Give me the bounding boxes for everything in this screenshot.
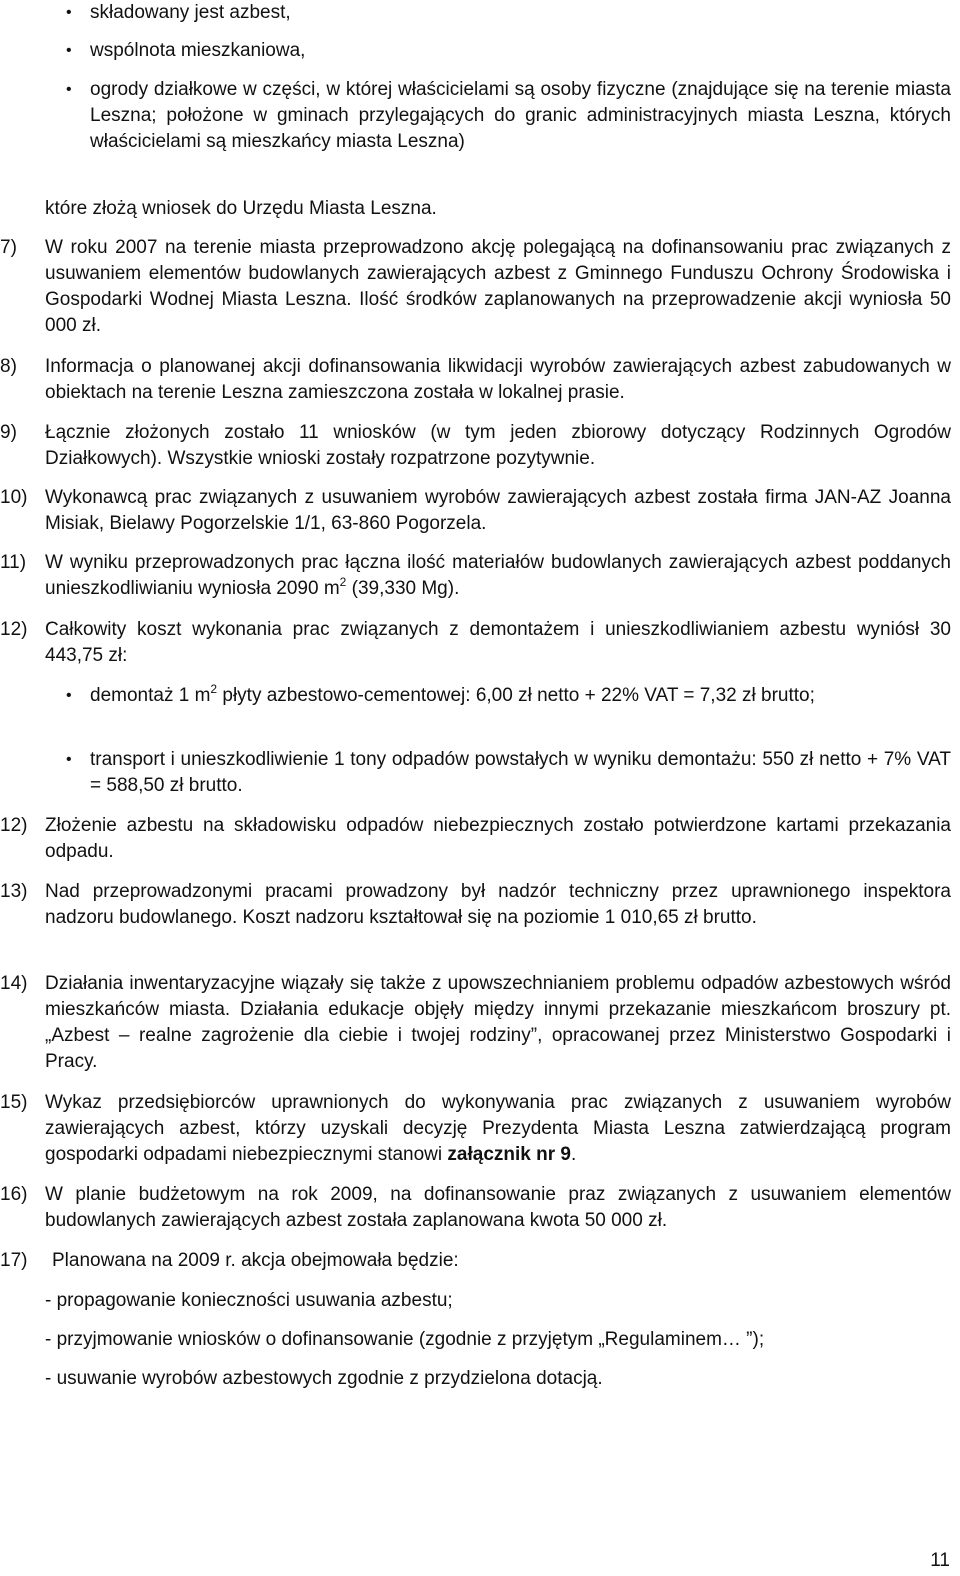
list-item: 12) Całkowity koszt wykonania prac związanych z demontażem i unieszkodliwianiem azbestu wyniósł 30 443,75 zł: [0, 619, 951, 666]
list-item: • ogrody działkowe w części, w której właścicielami są osoby fizyczne (znajdujące się na terenie miasta Leszna; położone w gminach przylegających do granic administracyjnych miasta Leszna, których właścicielami są mieszkańcy miasta Leszna) [0, 77, 960, 155]
cost-bullet: • transport i unieszkodliwienie 1 tony odpadów powstałych w wyniku demontażu: 550 zł netto + 7% VAT = 588,50 zł brutto. [0, 747, 960, 799]
after-bullets-text: które złożą wniosek do Urzędu Miasta Leszna. [45, 198, 437, 219]
list-item: - propagowanie konieczności usuwania azbestu; [45, 1290, 453, 1311]
list-item: • składowany jest azbest, [0, 0, 960, 26]
list-item: - usuwanie wyrobów azbestowych zgodnie z przydzielona dotacją. [45, 1368, 603, 1389]
list-item: - przyjmowanie wniosków o dofinansowanie (zgodnie z przyjętym „Regulaminem… ”); [45, 1329, 765, 1350]
list-item: 14) Działania inwentaryzacyjne wiązały się także z upowszechnianiem problemu odpadów azbestowych wśród mieszkańców miasta. Działania edukacje objęły między innymi przekazanie mieszkańcom broszury pt. „Azbest – realne zagrożenie dla ciebie i twojej rodziny”, opracowanej przez Ministerstwo Gospodarki i Pracy. [0, 973, 951, 1072]
list-item: 9) Łącznie złożonych zostało 11 wniosków (w tym jeden zbiorowy dotyczący Rodzinnych Ogrodów Działkowych). Wszystkie wnioski zostały rozpatrzone pozytywnie. [0, 422, 951, 469]
list-item: 7) W roku 2007 na terenie miasta przeprowadzono akcję polegającą na dofinansowaniu prac związanych z usuwaniem elementów budowlanych zawierających azbest z Gminnego Funduszu Ochrony Środowiska i Gospodarki Wodnej Miasta Leszna. Ilość środków zaplanowanych na przeprowadzenie akcji wyniosła 50 000 zł. [0, 237, 951, 336]
list-item: • wspólnota mieszkaniowa, [0, 38, 960, 64]
page-number: 11 [930, 1550, 950, 1571]
list-item: 11) W wyniku przeprowadzonych prac łączna ilość materiałów budowlanych zawierających azbest poddanych unieszkodliwianiu wyniosła 2090 $m^2$ (39,330 Mg). [0, 552, 951, 599]
cost-bullet: • demontaż 1 $m^2$ płyty azbestowo-cementowej: 6,00 zł netto + 22% VAT = 7,32 zł brutto; [0, 683, 960, 709]
list-item: 12) Złożenie azbestu na składowisku odpadów niebezpiecznych zostało potwierdzone kartami przekazania odpadu. [0, 815, 951, 862]
list-item: 16) W planie budżetowym na rok 2009, na dofinansowanie praz związanych z usuwaniem elementów budowlanych zawierających azbest została zaplanowana kwota 50 000 zł. [0, 1184, 951, 1231]
list-item: 8) Informacja o planowanej akcji dofinansowania likwidacji wyrobów zawierających azbest zabudowanych w obiektach na terenie Leszna zamieszczona została w lokalnej prasie. [0, 356, 951, 403]
list-item: 13) Nad przeprowadzonymi pracami prowadzony był nadzór techniczny przez uprawnionego inspektora nadzoru budowlanego. Koszt nadzoru kształtował się na poziomie 1 010,65 zł brutto. [0, 881, 951, 928]
list-item: 15) Wykaz przedsiębiorców uprawnionych do wykonywania prac związanych z usuwaniem wyrobów zawierających azbest, którzy uzyskali decyzję Prezydenta Miasta Leszna zatwierdzającą program gospodarki odpadami niebezpiecznymi stanowi załącznik nr 9. [0, 1092, 951, 1165]
list-item: 17) Planowana na 2009 r. akcja obejmowała będzie: [0, 1250, 459, 1271]
list-item: 10) Wykonawcą prac związanych z usuwaniem wyrobów zawierających azbest została firma JAN-AZ Joanna Misiak, Bielawy Pogorzelskie 1/1, 63-860 Pogorzela. [0, 487, 951, 534]
